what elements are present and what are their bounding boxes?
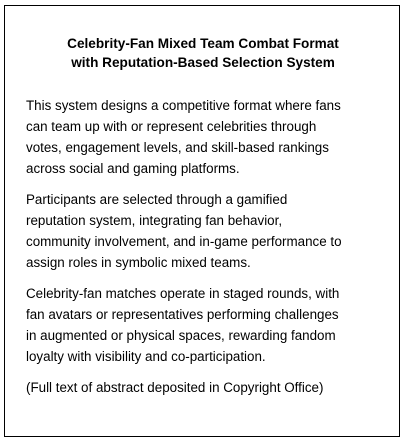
text-line: Participants are selected through a gamified xyxy=(26,192,288,207)
text-line: community involvement, and in-game performance to xyxy=(26,234,342,249)
text-line: across social and gaming platforms. xyxy=(26,161,240,176)
text-line: (Full text of abstract deposited in Copyright Office) xyxy=(26,380,324,395)
text-line: assign roles in symbolic mixed teams. xyxy=(26,255,251,270)
document-title xyxy=(5,34,401,72)
abstract-paragraph-3 xyxy=(26,283,396,367)
text-line: reputation system, integrating fan behavior, xyxy=(26,213,283,228)
abstract-paragraph-2 xyxy=(26,189,396,273)
text-line: Celebrity-fan matches operate in staged rounds, with xyxy=(26,286,340,301)
deposit-note xyxy=(26,377,396,398)
text-line: This system designs a competitive format where fans xyxy=(26,98,341,113)
text-line: can team up with or represent celebrities through xyxy=(26,119,317,134)
text-line: fan avatars or representatives performing challenges xyxy=(26,307,339,322)
title-line: Celebrity-Fan Mixed Team Combat Format xyxy=(67,36,339,51)
title-line: with Reputation-Based Selection System xyxy=(71,55,335,70)
abstract-paragraph-1 xyxy=(26,95,396,179)
text-line: loyalty with visibility and co-participation. xyxy=(26,349,266,364)
text-line: votes, engagement levels, and skill-based rankings xyxy=(26,140,329,155)
abstract-frame xyxy=(4,5,400,437)
text-line: in augmented or physical spaces, rewarding fandom xyxy=(26,328,336,343)
